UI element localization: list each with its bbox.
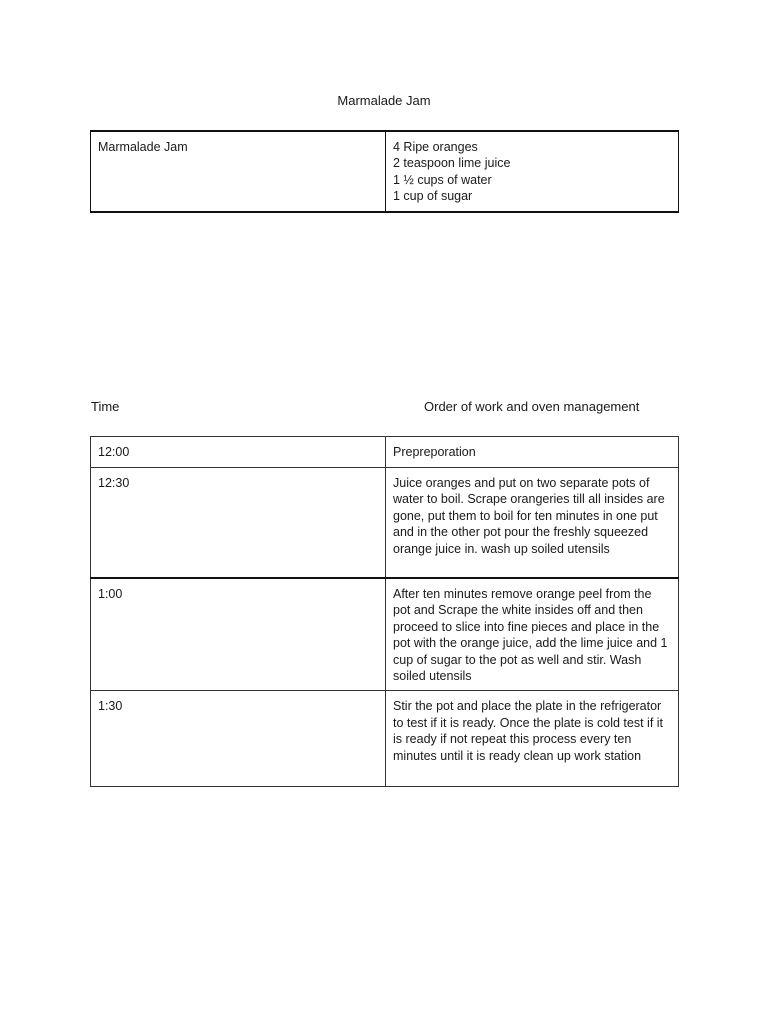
task-cell: Prepreporation bbox=[386, 437, 679, 468]
table-row bbox=[91, 468, 679, 579]
time-column-heading: Time bbox=[91, 399, 120, 414]
time-cell: 12:30 bbox=[91, 468, 386, 579]
document-title: Marmalade Jam bbox=[337, 93, 431, 108]
table-row bbox=[91, 691, 679, 787]
ingredients-cell bbox=[386, 131, 679, 212]
task-cell: Stir the pot and place the plate in the refrigerator to test if it is ready. Once the plate is cold test if it is ready if not repeat this process every ten minutes until it is ready clean up work station bbox=[386, 691, 679, 787]
schedule-table bbox=[90, 436, 679, 787]
task-cell: Juice oranges and put on two separate pots of water to boil. Scrape orangeries till all insides are gone, put them to boil for ten minutes in one put and in the other pot pour the freshly squeezed orange juice in. wash up soiled utensils bbox=[386, 468, 679, 579]
order-column-heading: Order of work and oven management bbox=[424, 399, 640, 414]
recipe-name-cell: Marmalade Jam bbox=[91, 131, 386, 212]
time-cell: 1:00 bbox=[91, 578, 386, 691]
ingredient-item: 4 Ripe oranges bbox=[393, 140, 478, 154]
time-cell: 1:30 bbox=[91, 691, 386, 787]
task-cell: After ten minutes remove orange peel from the pot and Scrape the white insides off and then proceed to slice into fine pieces and place in the pot with the orange juice, add the lime juice and 1 cup of sugar to the pot as well and stir. Wash soiled utensils bbox=[386, 578, 679, 691]
ingredient-item: 1 cup of sugar bbox=[393, 189, 473, 204]
recipe-table bbox=[90, 130, 679, 213]
table-row bbox=[91, 437, 679, 468]
time-cell: 12:00 bbox=[91, 437, 386, 468]
table-row bbox=[91, 578, 679, 691]
ingredient-item: 1 ½ cups of water bbox=[393, 172, 492, 187]
ingredient-item: 2 teaspoon lime juice bbox=[393, 156, 511, 171]
recipe-row bbox=[91, 131, 679, 212]
